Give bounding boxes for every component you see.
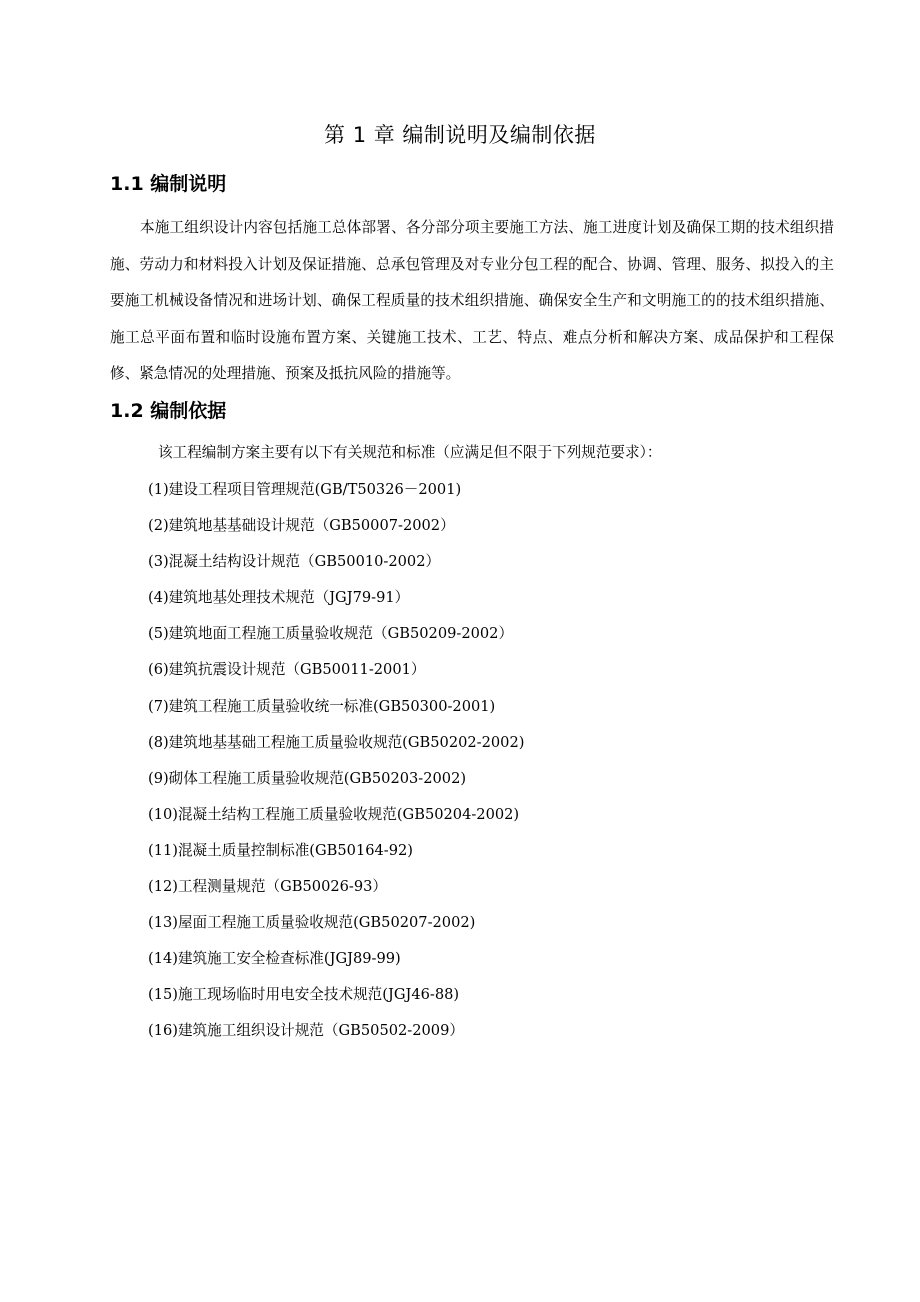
standard-item: (9)砌体工程施工质量验收规范(GB50203-2002) [148,769,467,787]
chapter-title: 第 1 章 编制说明及编制依据 [324,123,596,147]
standards-intro: 该工程编制方案主要有以下有关规范和标准（应满足但不限于下列规范要求）： [158,444,662,461]
standard-item: (6)建筑抗震设计规范（GB50011-2001） [148,661,426,679]
standard-item: (8)建筑地基基础工程施工质量验收规范(GB50202-2002) [148,733,525,751]
standard-item: (14)建筑施工安全检查标准(JGJ89-99) [148,950,401,968]
standard-item: (16)建筑施工组织设计规范（GB50502-2009） [148,1022,464,1040]
standard-item: (11)混凝土质量控制标准(GB50164-92) [148,841,413,859]
standard-item: (13)屋面工程施工质量验收规范(GB50207-2002) [148,914,476,932]
section-heading-1-1: 1.1 编制说明 [110,173,227,195]
standards-list [148,476,524,1054]
standard-item: (2)建筑地基基础设计规范（GB50007-2002） [148,517,455,535]
standard-item: (15)施工现场临时用电安全技术规范(JGJ46-88) [148,986,460,1004]
standard-item: (1)建设工程项目管理规范(GB/T50326－2001) [148,481,462,498]
standard-item: (3)混凝土结构设计规范（GB50010-2002） [148,553,441,571]
section-heading-1-2: 1.2 编制依据 [110,400,227,422]
standard-item: (4)建筑地基处理技术规范（JGJ79-91） [148,589,410,607]
standard-item: (7)建筑工程施工质量验收统一标准(GB50300-2001) [148,697,496,715]
section-1-1-paragraph: 本施工组织设计内容包括施工总体部署、各分部分项主要施工方法、施工进度计划及确保工期的技术组织措施、劳动力和材料投入计划及保证措施、总承包管理及对专业分包工程的配合、协调、管理、服务、拟投入的主要施工机械设备情况和进场计划、确保工程质量的技术组织措施、确保安全生产和文明施工的的技术组织措施、施工总平面布置和临时设施布置方案、关键施工技术、工艺、特点、难点分析和解决方案、成品保护和工程保修、紧急情况的处理措施、预案及抵抗风险的措施等。 [110,219,834,382]
standard-item: (5)建筑地面工程施工质量验收规范（GB50209-2002） [148,625,514,643]
standard-item: (12)工程测量规范（GB50026-93） [148,878,388,896]
standard-item: (10)混凝土结构工程施工质量验收规范(GB50204-2002) [148,805,520,823]
